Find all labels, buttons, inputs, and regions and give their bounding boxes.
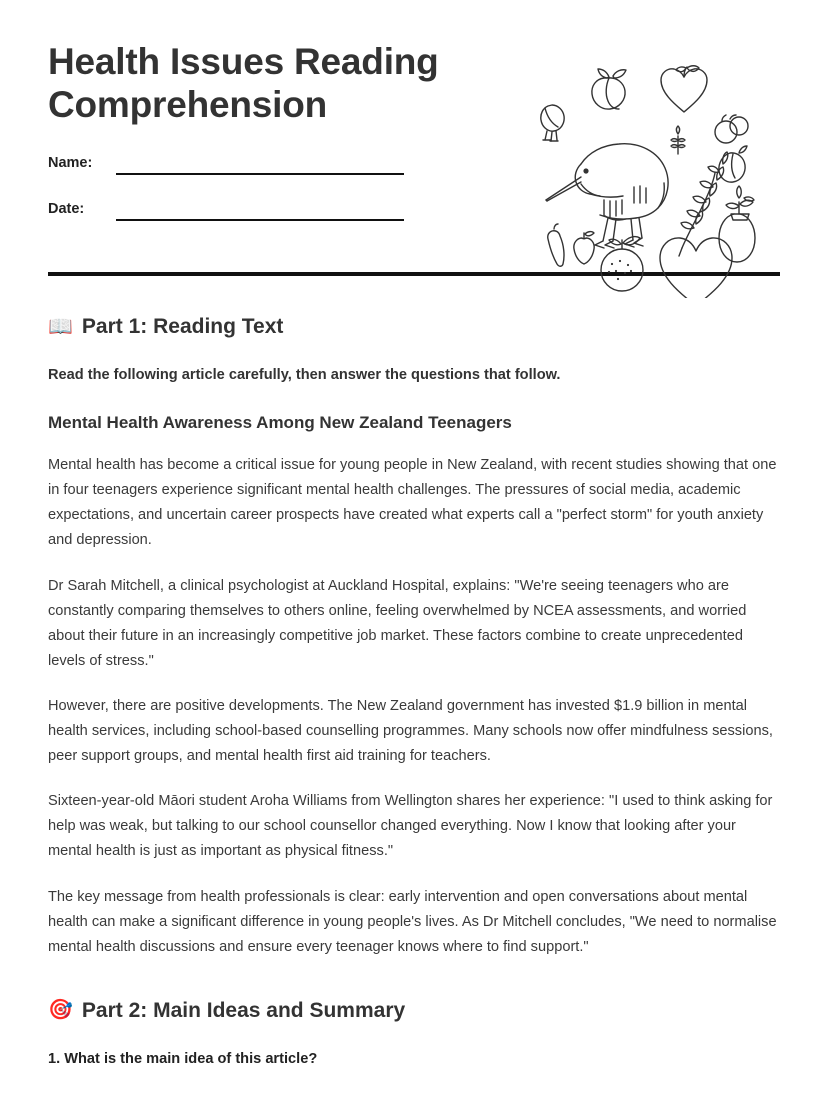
open-book-icon: 📖 <box>48 315 73 338</box>
article-title: Mental Health Awareness Among New Zealand Teenagers <box>48 413 512 433</box>
name-field-row <box>48 155 408 201</box>
part-2-section <box>48 998 780 1067</box>
part-1-heading <box>48 314 780 339</box>
date-input-line[interactable] <box>116 219 404 221</box>
heart-apple-icon <box>661 66 707 112</box>
article-paragraph: Dr Sarah Mitchell, a clinical psychologist at Auckland Hospital, explains: "We're seeing teenagers who are constantly comparing themselves to others online, feeling overwhelmed by NCEA assessments, and worried about their future in an increasingly competitive job market. These factors combine to create unprecedented levels of stress." <box>48 577 747 669</box>
kiwi-bird-icon <box>546 144 668 248</box>
carrot-icon <box>548 224 564 266</box>
name-field-label: Name: <box>48 154 93 171</box>
sprout-icon <box>671 126 685 154</box>
illustration-svg <box>530 48 770 298</box>
reading-instruction: Read the following article carefully, then answer the questions that follow. <box>48 367 561 384</box>
article-paragraph: However, there are positive developments. The New Zealand government has invested $1.9 billion in mental health services, including school-based counselling programmes. Many schools now offer mindfulness sessions, peer support groups, and mental health first aid training for teachers. <box>48 697 773 765</box>
dart-target-icon: 🎯 <box>48 999 73 1022</box>
tomatoes-icon <box>715 115 748 143</box>
article-paragraph: The key message from health professionals is clear: early intervention and open conversations about mental health can make a significant difference in young people's lives. As Dr Mitchell concludes, "We need to normalise mental health discussions and ensure every teenager knows where to find support." <box>48 888 777 955</box>
part-1-heading-label: Part 1: Reading Text <box>81 315 284 338</box>
part-2-heading <box>48 998 780 1023</box>
name-input-line[interactable] <box>116 173 404 175</box>
part-2-heading-label: Part 2: Main Ideas and Summary <box>81 998 406 1022</box>
heart-icon <box>660 238 732 298</box>
pear-fruit-icon <box>592 69 626 109</box>
part-1-section <box>48 314 780 960</box>
page-title: Health Issues Reading Comprehension <box>48 41 439 126</box>
nz-health-doodle-illustration <box>530 48 770 298</box>
date-field-row <box>48 201 408 247</box>
small-apple-icon <box>574 232 594 264</box>
question-item: 1. What is the main idea of this article? <box>48 1050 318 1067</box>
student-info-fields <box>48 155 408 247</box>
article-paragraph: Sixteen-year-old Māori student Aroha Williams from Wellington shares her experience: "I used to think asking for help was weak, but talking to our school counsellor changed everything. Now I know that looking after your mental health is just as important as physical fitness." <box>48 793 773 860</box>
orange-fruit-icon <box>601 237 643 291</box>
worksheet-header <box>48 0 780 272</box>
potted-plant-icon <box>719 186 755 262</box>
date-field-label: Date: <box>48 200 85 217</box>
article-paragraph: Mental health has become a critical issue for young people in New Zealand, with recent studies showing that one in four teenagers experience significant mental health challenges. The pressures of social media, academic expectations, and uncertain career prospects have created what experts call a "perfect storm" for youth anxiety and depression. <box>48 457 777 549</box>
small-bird-icon <box>541 105 564 141</box>
